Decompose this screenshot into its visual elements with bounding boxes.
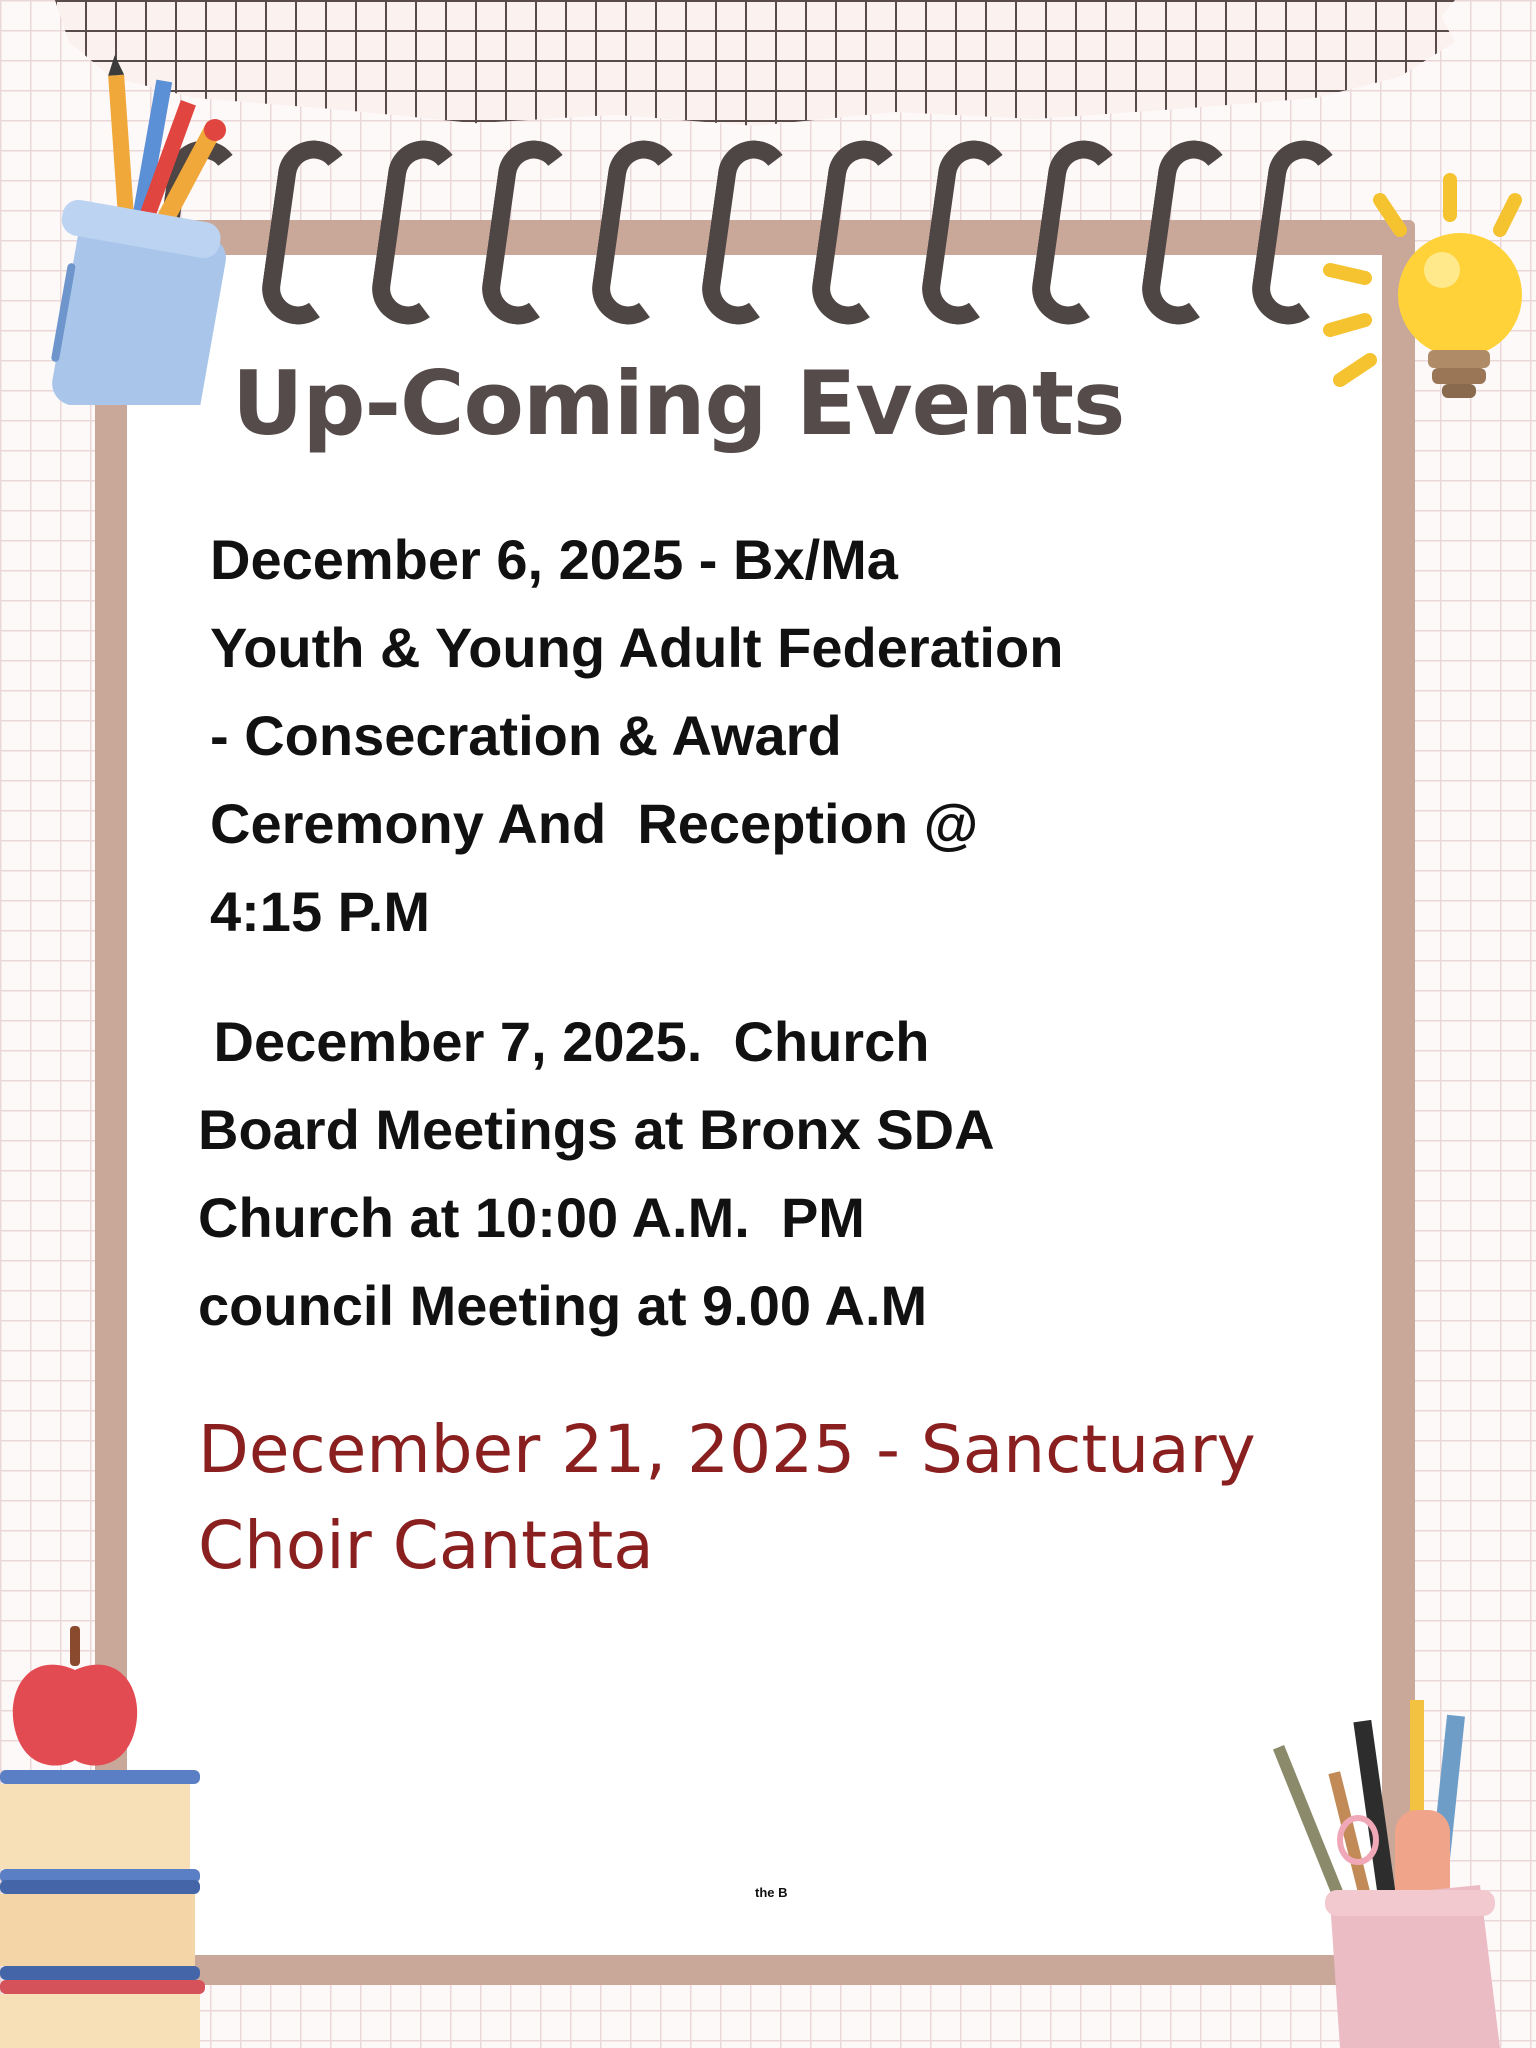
footnote: the B	[755, 1885, 788, 1900]
event-line: Choir Cantata	[198, 1507, 654, 1584]
page-title: Up-Coming Events	[232, 352, 1125, 455]
event-line: Board Meetings at Bronx SDA	[198, 1098, 995, 1161]
apple-on-books-icon	[0, 1620, 220, 2048]
torn-grid-paper	[55, 0, 1455, 140]
event-line: December 6, 2025 - Bx/Ma	[210, 528, 898, 591]
pencil-cup-icon	[15, 45, 235, 405]
event-item-highlight	[198, 1402, 1298, 1594]
event-line: council Meeting at 9.00 A.M	[198, 1274, 928, 1337]
event-item	[198, 998, 1248, 1350]
event-line: 4:15 P.M	[210, 880, 430, 943]
light-bulb-icon	[1310, 170, 1536, 430]
event-line: December 21, 2025 - Sanctuary	[198, 1411, 1256, 1488]
pen-holder-icon	[1270, 1700, 1536, 2048]
event-line: December 7, 2025. Church	[198, 1010, 930, 1073]
event-line: Church at 10:00 A.M. PM	[198, 1186, 865, 1249]
event-line: Youth & Young Adult Federation	[210, 616, 1064, 679]
event-line: Ceremony And Reception @	[210, 792, 979, 855]
spiral-binding	[160, 140, 1360, 340]
event-line: - Consecration & Award	[210, 704, 842, 767]
event-item	[210, 516, 1260, 956]
